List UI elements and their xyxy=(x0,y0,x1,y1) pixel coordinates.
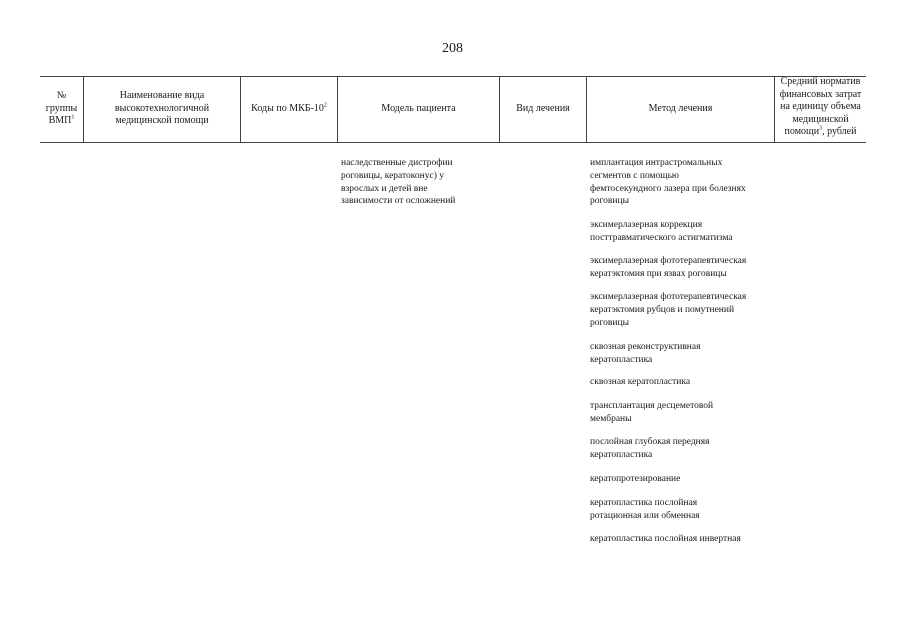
header-vmp-group-word: группы xyxy=(45,102,78,114)
header-treatment-method: Метод лечения xyxy=(648,102,713,114)
patient-model-line: наследственные дистрофии xyxy=(341,158,453,168)
treatment-methods-cell xyxy=(590,157,780,546)
patient-model-line: зависимости от осложнений xyxy=(341,196,456,207)
method-item: трансплантация десцеметовой мембраны xyxy=(590,401,714,424)
header-treatment-type: Вид лечения xyxy=(516,102,570,114)
method-item: кератопротезирование xyxy=(590,474,681,485)
method-item: эксимерлазерная коррекция посттравматического астигматизма xyxy=(590,220,733,243)
method-item: кератопластика послойная инвертная xyxy=(590,533,741,544)
header-patient-model: Модель пациента xyxy=(381,102,456,114)
method-item: сквозная кератопластика xyxy=(590,377,691,388)
header-vmp-no: № xyxy=(56,90,67,102)
patient-model-cell xyxy=(341,157,491,208)
method-item: эксимерлазерная фототерапевтическая кератэктомия рубцов и помутнений роговицы xyxy=(590,292,747,328)
header-cost-standard: Средний норматив финансовых затрат на единицу объема медицинской помощи$^3$, рублей xyxy=(779,76,862,137)
table-header-bottom-border xyxy=(40,142,866,143)
method-item: послойная глубокая передняя кератопластика xyxy=(590,436,710,460)
header-care-type: Наименование вида высокотехнологичной медицинской помощи xyxy=(114,90,210,127)
method-item: эксимерлазерная фототерапевтическая кератэктомия при язвах роговицы xyxy=(590,255,747,279)
patient-model-line: взрослых и детей вне xyxy=(341,183,428,194)
header-icd-codes: Коды по МКБ-$10^2$ xyxy=(251,102,327,114)
method-item: кератопластика послойная ротационная или обменная xyxy=(590,498,700,521)
header-vmp-abbr: ВМП$^1$ xyxy=(48,114,75,127)
header-vmp-group xyxy=(40,76,83,142)
page-number: 208 xyxy=(442,41,463,56)
patient-model-line: роговицы, кератоконус) у xyxy=(341,170,445,181)
method-item: имплантация интрастромальных сегментов с помощью фемтосекундного лазера при болезнях роговицы xyxy=(590,158,746,207)
method-item: сквозная реконструктивная кератопластика xyxy=(590,341,701,365)
